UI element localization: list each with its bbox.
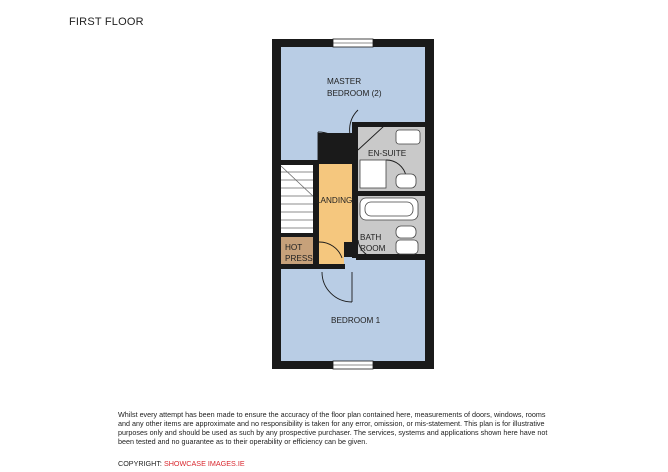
- bathroom-label-1: BATH: [360, 233, 382, 242]
- copyright: [118, 459, 245, 468]
- bathroom-label-2: ROOM: [360, 244, 386, 253]
- master-bedroom-label-2: BEDROOM (2): [327, 89, 382, 98]
- floor-title: FIRST FLOOR: [69, 16, 144, 28]
- landing-label: LANDING: [316, 196, 353, 205]
- master-bedroom-label-1: MASTER: [327, 77, 362, 86]
- en-suite-label: EN-SUITE: [368, 149, 407, 158]
- hot-press-label-2: PRESS: [285, 254, 313, 263]
- bedroom-1-area: [281, 260, 425, 361]
- hot-press-label-1: HOT: [285, 243, 303, 252]
- copyright-brand: SHOWCASE IMAGES.IE: [163, 459, 245, 468]
- stairs-area: [281, 164, 315, 234]
- disclaimer-text: Whilst every attempt has been made to ensure the accuracy of the floor plan contained here, measurements of doors, windows, rooms and any other items are approximate and no responsibility is taken for any error, omission, or mis-statement. This plan is for illustrative purposes only and should be used as such by any prospective purchaser. The services, systems and applications shown here have not been tested and no guarantee as to their operability or efficiency can be given.: [118, 410, 548, 446]
- copyright-label: COPYRIGHT:: [118, 459, 162, 468]
- bedroom-1-label: BEDROOM 1: [331, 316, 381, 325]
